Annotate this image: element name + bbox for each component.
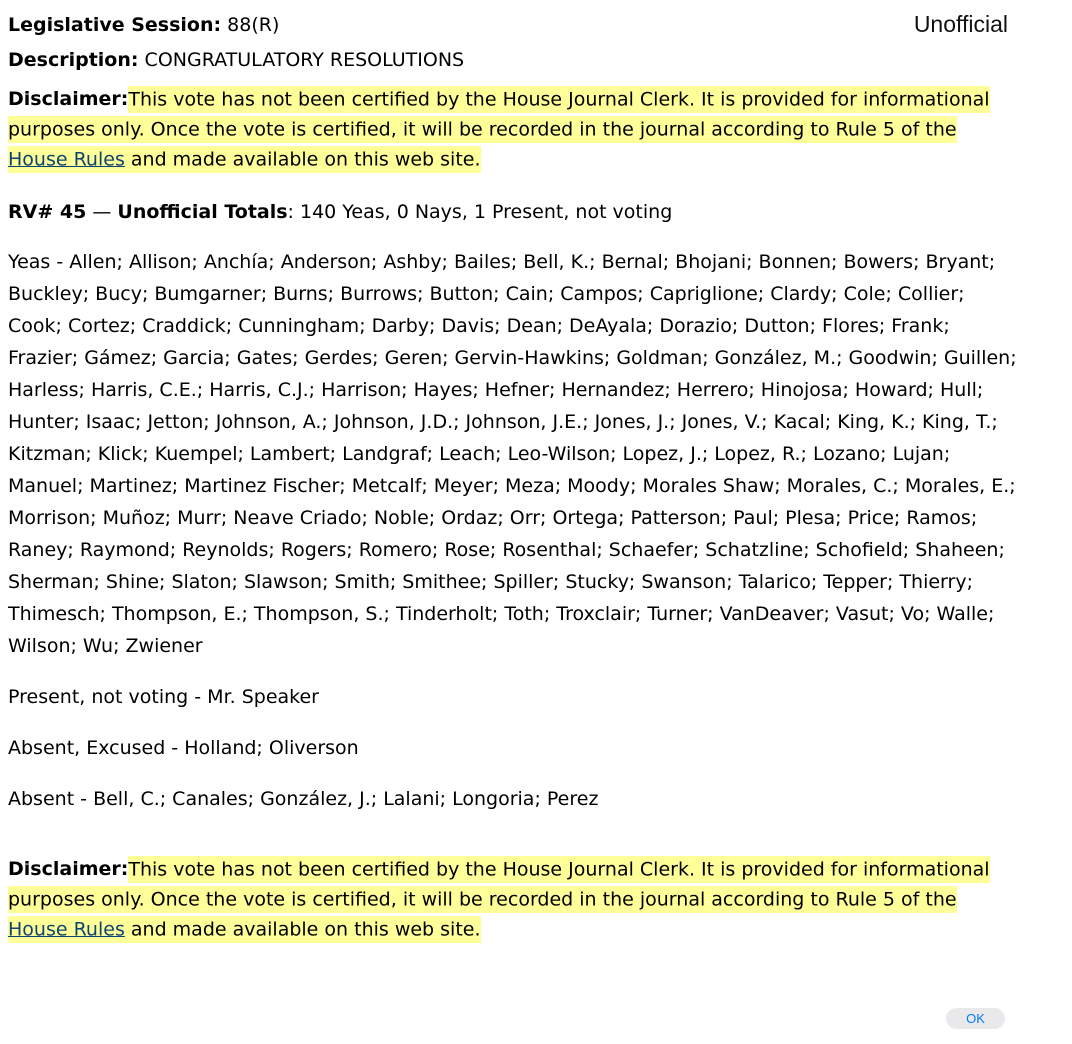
- vote-record-content: [8, 8, 1022, 944]
- description-label: Description:: [8, 49, 139, 71]
- legislative-session-line: [8, 8, 279, 43]
- yeas-names: Allen; Allison; Anchía; Anderson; Ashby; Bailes; Bell, K.; Bernal; Bhojani; Bonnen; Bowers; Bryant; Buckley; Bucy; Bumgarner; Burns; Burrows; Button; Cain; Campos; Capriglione; Clardy; Cole; Collier; Cook; Cortez; Craddick; Cunningham; Darby; Davis; Dean; DeAyala; Dorazio; Dutton; Flores; Frank; Frazier; Gámez; Garcia; Gates; Gerdes; Geren; Gervin-Hawkins; Goldman; González, M.; Goodwin; Guillen; Harless; Harris, C.E.; Harris, C.J.; Harrison; Hayes; Hefner; Hernandez; Herrero; Hinojosa; Howard; Hull; Hunter; Isaac; Jetton; Johnson, A.; Johnson, J.D.; Johnson, J.E.; Jones, J.; Jones, V.; Kacal; King, K.; King, T.; Kitzman; Klick; Kuempel; Lambert; Landgraf; Leach; Leo-Wilson; Lopez, J.; Lopez, R.; Lozano; Lujan; Manuel; Martinez; Martinez Fischer; Metcalf; Meyer; Meza; Moody; Morales Shaw; Morales, C.; Morales, E.; Morrison; Muñoz; Murr; Neave Criado; Noble; Ordaz; Orr; Ortega; Patterson; Paul; Plesa; Price; Ramos; Raney; Raymond; Reynolds; Rogers; Romero; Rose; Rosenthal; Schaefer; Schatzline; Schofield; Shaheen; Sherman; Shine; Slaton; Slawson; Smith; Smithee; Spiller; Stucky; Swanson; Talarico; Tepper; Thierry; Thimesch; Thompson, E.; Thompson, S.; Tinderholt; Toth; Troxclair; Turner; VanDeaver; Vasut; Vo; Walle; Wilson; Wu; Zwiener: [8, 251, 1017, 657]
- ok-button[interactable]: OK: [946, 1008, 1005, 1029]
- rv-number: RV# 45: [8, 201, 87, 223]
- disclaimer-text-after-link-bottom: and made available on this web site.: [124, 918, 481, 940]
- totals-dash: —: [92, 201, 112, 223]
- house-rules-link[interactable]: House Rules: [8, 148, 125, 170]
- disclaimer-text-before-link: This vote has not been certified by the House Journal Clerk. It is provided for informational purposes only. Once the vote is certified, it will be recorded in the journal according to Rule 5 of the: [8, 88, 990, 140]
- disclaimer-top: [8, 84, 1022, 174]
- description-line: [8, 43, 1022, 78]
- disclaimer-highlighted-text-bottom: [8, 856, 990, 943]
- legislative-session-label: Legislative Session:: [8, 14, 222, 36]
- absent-paragraph: [8, 783, 1022, 815]
- present-not-voting-names: Mr. Speaker: [207, 686, 319, 708]
- disclaimer-label: Disclaimer:: [8, 88, 129, 110]
- disclaimer-bottom: [8, 854, 1022, 944]
- disclaimer-highlighted-text: [8, 86, 990, 173]
- house-rules-link-bottom[interactable]: House Rules: [8, 918, 125, 940]
- absent-excused-names: Holland; Oliverson: [184, 737, 359, 759]
- absent-label: Absent -: [8, 788, 94, 810]
- session-row: [8, 8, 1022, 43]
- disclaimer-text-before-link-bottom: This vote has not been certified by the House Journal Clerk. It is provided for informational purposes only. Once the vote is certified, it will be recorded in the journal according to Rule 5 of the: [8, 858, 990, 910]
- absent-excused-paragraph: [8, 732, 1022, 764]
- totals-summary: 140 Yeas, 0 Nays, 1 Present, not voting: [300, 201, 673, 223]
- unofficial-label: Unofficial: [913, 11, 1008, 37]
- description-value: CONGRATULATORY RESOLUTIONS: [144, 49, 465, 71]
- totals-label: Unofficial Totals: [117, 201, 288, 223]
- yeas-paragraph: [8, 246, 1022, 662]
- present-not-voting-label: Present, not voting -: [8, 686, 208, 708]
- disclaimer-text-after-link: and made available on this web site.: [124, 148, 481, 170]
- legislative-session-value: 88(R): [227, 14, 280, 36]
- rv-totals-line: [8, 197, 1022, 227]
- totals-colon: :: [287, 201, 294, 223]
- absent-excused-label: Absent, Excused -: [8, 737, 185, 759]
- absent-names: Bell, C.; Canales; González, J.; Lalani; Longoria; Perez: [93, 788, 599, 810]
- present-not-voting-paragraph: [8, 681, 1022, 713]
- yeas-label: Yeas -: [8, 251, 70, 273]
- disclaimer-label-bottom: Disclaimer:: [8, 858, 129, 880]
